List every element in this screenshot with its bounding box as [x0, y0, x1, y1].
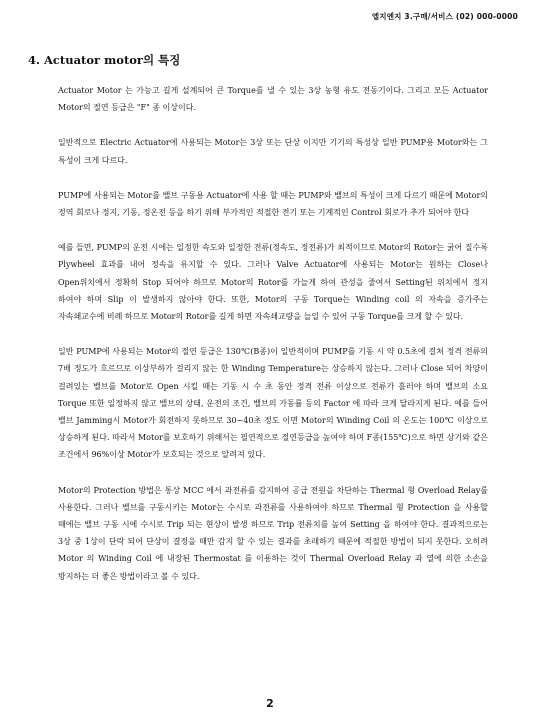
paragraph-1: Actuator Motor 는 가능고 길게 설계되어 큰 Torque를 낼 수 있는 3상 농형 유도 전동기이다. 그리고 모든 Actuator Motor의 절연 등급은 "F" 종 이상이다. [58, 86, 488, 113]
paragraph-6: Motor의 Protection 방법은 통상 MCC 에서 과전류를 감지하여 공급 전원을 차단하는 Thermal 형 Overload Relay를 사용한다. 그러나 밸브를 구동시키는 Motor는 수시로 과전류를 사용하여야 하므로 Thermal 형 Protection 을 사용할 때에는 밸브 구동 시에 수시로 Trip 되는 현상이 발생 하므로 Trip 전류치를 높여 Setting 을 하여야 한다. 결과적으로는 3상 중 1상이 단락 되어 단상이 결정을 때만 감지 할 수 있는 결과를 초래하기 때문에 적절한 방법이 되지 못한다. 오히려 Motor 의 Winding Coil 에 내장된 Thermostat 를 이용하는 것이 Thermal Overload Relay 과 열에 의한 소손을 방지하는 더 좋은 방법이라고 볼 수 있다. [58, 485, 488, 581]
page-header: 엘지엔지 3.구매/서비스 (02) 000-0000 [371, 12, 518, 21]
paragraph-5: 일반 PUMP에 사용되는 Motor의 절연 등급은 130℃(B종)이 일반적이며 PUMP를 기동 시 약 0.5초에 걸쳐 정격 전류의 7배 정도가 흐르므로 이상부하가 걸리지 않는 한 Winding Temperature는 상승하지 않는다. 그러나 Close 되어 차양이 걸려있는 밸브를 Motor로 Open 시킬 때는 기동 시 수 초 동안 정격 전류 이상으로 전류가 흘러야 하며 밸브의 소요 Torque 또한 일정하지 않고 밸브의 상태, 운전의 조건, 밸브의 가동률 등의 Factor 에 따라 크게 달라지게 된다. 예를 들어 밸브 Jamming시 Motor가 회전하지 못하므로 30~40초 정도 이면 Motor의 Winding Coil 의 온도는 100℃ 이상으로 상승하게 된다. 따라서 Motor를 보호하기 위해서는 필연적으로 절연등급을 높여야 하며 F종(155℃)으로 하면 상기와 같은 조건에서 96%이상 Motor가 보호되는 것으로 알려져 있다. [58, 347, 488, 460]
paragraph-3: PUMP에 사용되는 Motor를 밸브 구동용 Actuator에 사용 할 때는 PUMP와 밸브의 특성이 크게 다르기 때문에 Motor의 정역 회로나 정지, 기동, 정온전 등을 하기 위해 부가적인 적절한 전기 또는 기계적인 Control 회로가 추가 되어야 한다 [58, 190, 488, 218]
body-text [58, 82, 488, 603]
page-number: 2 [266, 697, 274, 710]
section-title: 4. Actuator motor의 특징 [28, 53, 181, 67]
paragraph-2: 일반적으로 Electric Actuator에 사용되는 Motor는 3상 또는 단상 이지만 기기의 특성상 일반 PUMP용 Motor와는 그 특성이 크게 다르다. [58, 138, 488, 165]
paragraph-4: 예를 들면, PUMP의 운전 시에는 일정한 속도와 일정한 전류(정속도, 정전류)가 최적이므로 Motor의 Rotor는 굵어 질수록 Plywheel 효과를 내어 정속을 유지할 수 있다. 그러나 Valve Actuator에 사용되는 Motor는 원하는 Close나 Open위치에서 정확히 Stop 되어야 하므로 Motor의 Rotor를 가늘게 하여 관성을 줄여서 Setting된 위치에서 정지 하여야 하며 Slip 이 발생하지 않아야 한다. 또한, Motor의 구동 Torque는 Winding coil 의 자속을 증가주는 자속쇄교수에 비례 하므로 Motor의 Rotor를 길게 하면 자속쇄교량을 늘일 수 있어 구동 Torque를 크게 할 수 있다. [58, 243, 488, 322]
